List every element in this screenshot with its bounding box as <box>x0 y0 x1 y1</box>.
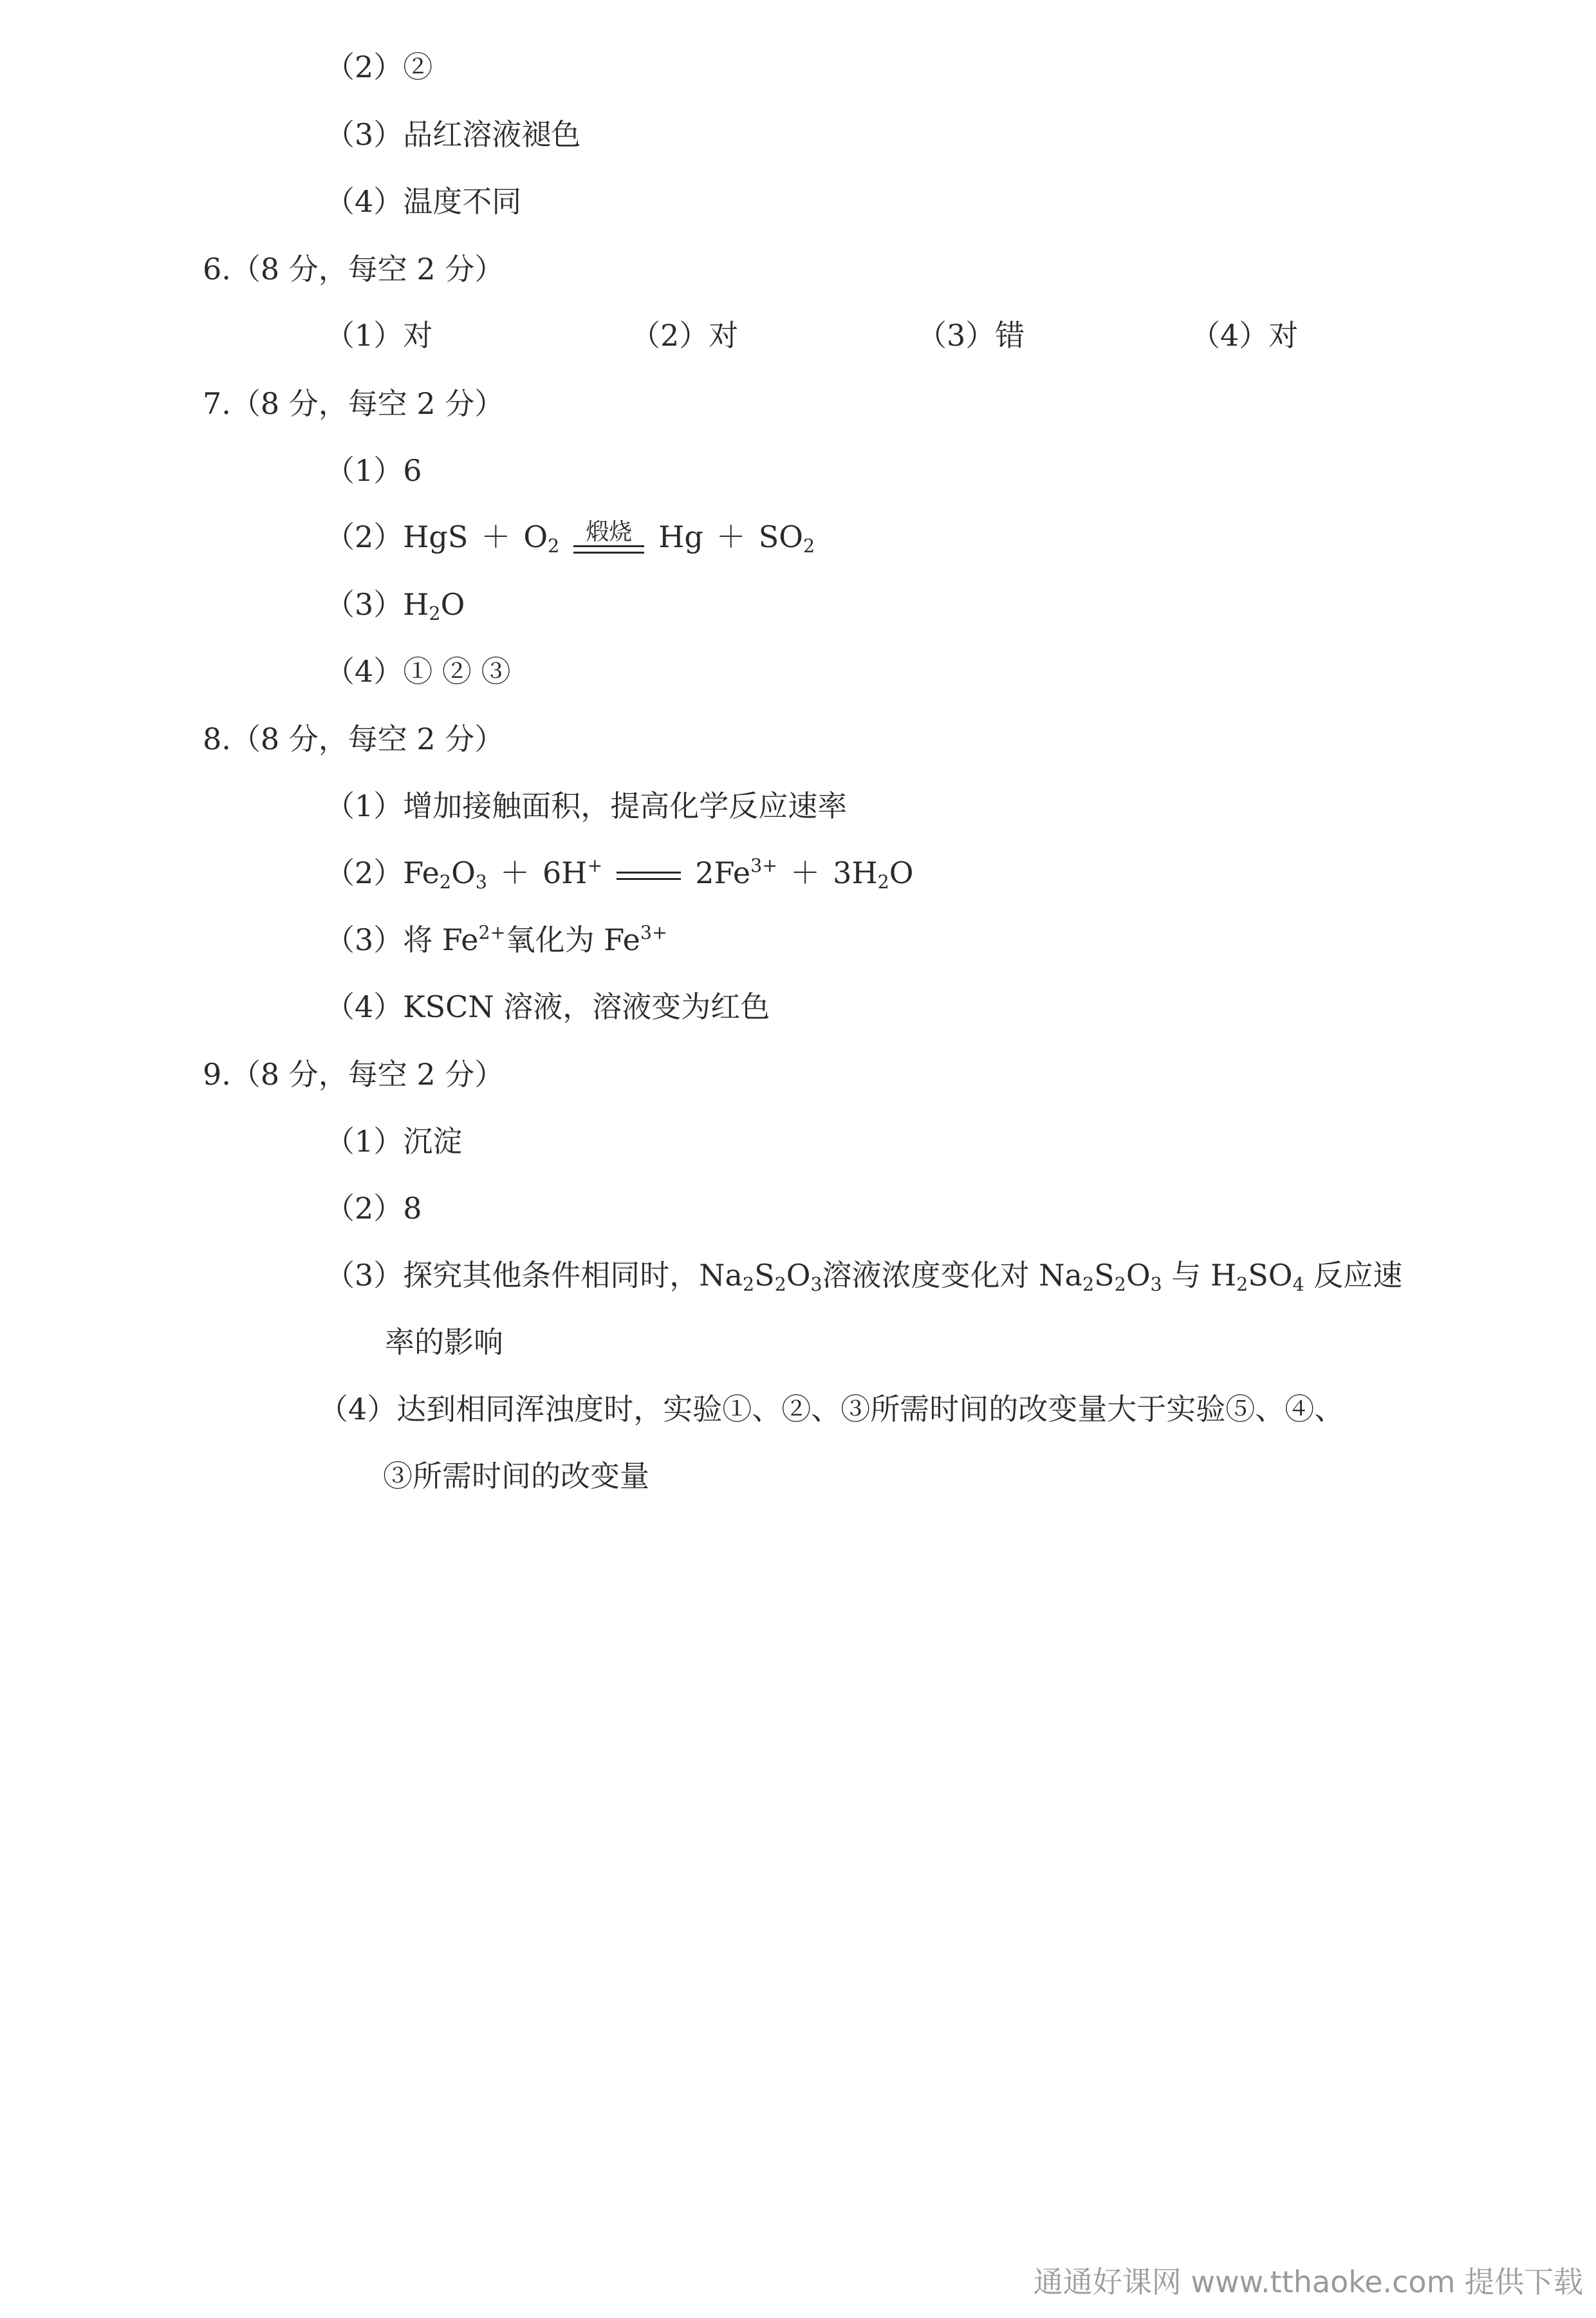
q9-header: 9.（8 分，每空 2 分） <box>203 1057 505 1092</box>
q6-answer-3: （3）错 <box>917 318 1025 353</box>
q8-answer-4: （4）KSCN 溶液，溶液变为红色 <box>325 989 770 1024</box>
q8-answer-1: （1）增加接触面积，提高化学反应速率 <box>325 789 848 823</box>
q6-answer-4: （4）对 <box>1191 318 1299 353</box>
q9-answer-1: （1）沉淀 <box>325 1124 463 1159</box>
reaction-condition: 煅烧 <box>586 518 633 545</box>
q8-header: 8.（8 分，每空 2 分） <box>203 722 505 756</box>
q6-header: 6.（8 分，每空 2 分） <box>203 252 505 286</box>
reaction-arrow <box>573 518 644 554</box>
answer-label: （2） <box>325 519 404 554</box>
answer-label: （3） <box>325 587 404 622</box>
q9-answer-4: （4）达到相同浑浊度时，实验①、②、③所需时间的改变量大于实验⑤、④、 <box>319 1392 1344 1426</box>
q6-answer-2: （2）对 <box>631 318 739 353</box>
footer-watermark: 通通好课网 www.tthaoke.com 提供下载 <box>1033 2265 1583 2299</box>
q9-answer-3-continued: 率的影响 <box>385 1325 503 1360</box>
q5-answer-4: （4）温度不同 <box>325 184 522 219</box>
q8-answer-2: $(2)Fe_2O_3 + 6H^+$ $2Fe^{3+} + 3H_2O$ <box>325 855 914 893</box>
q7-answer-1: （1）6 <box>325 453 422 488</box>
q9-answer-4-continued: ③所需时间的改变量 <box>383 1459 649 1493</box>
q8-answer-3: （3）将 $Fe^{2+}$氧化为 $Fe^{3+}$ <box>325 922 667 957</box>
q7-answer-2: $(2)HgS + O_2$ 煅烧 $Hg + SO_2$ <box>325 518 815 557</box>
q6-answer-1: （1）对 <box>325 318 433 353</box>
q9-answer-3: （3）探究其他条件相同时，$Na_2S_2O_3$溶液浓度变化对 $Na_2S_2O_3$ 与 $H_2SO_4$ 反应速 <box>325 1258 1403 1295</box>
q5-answer-2: （2）② <box>325 50 433 84</box>
answer-label: （3） <box>325 922 404 957</box>
answer-label: （3） <box>325 1258 404 1293</box>
q9-answer-2: （2）8 <box>325 1191 422 1226</box>
q7-answer-3: $(3)H_2O$ <box>325 587 465 624</box>
equals-sign <box>617 872 681 880</box>
q7-answer-4: （4）① ② ③ <box>325 654 511 689</box>
answer-label: （2） <box>325 855 404 890</box>
q7-header: 7.（8 分，每空 2 分） <box>203 386 505 421</box>
q5-answer-3: （3）品红溶液褪色 <box>325 117 581 152</box>
